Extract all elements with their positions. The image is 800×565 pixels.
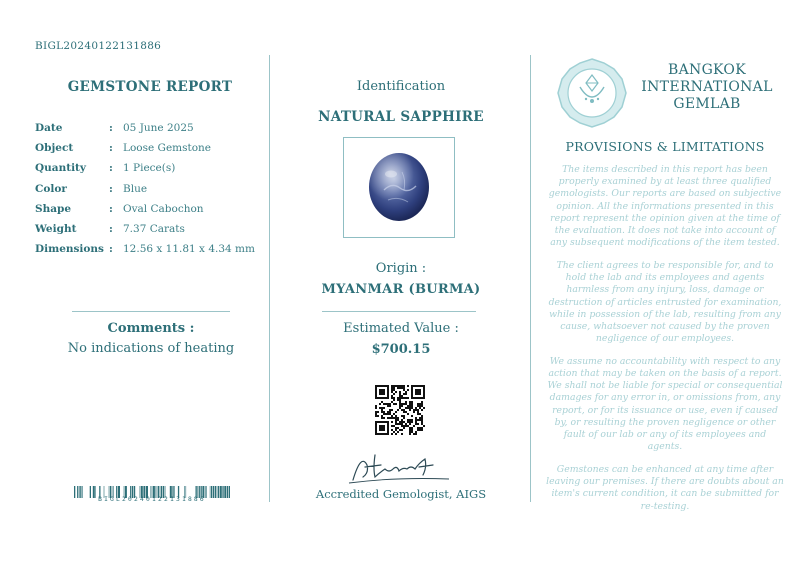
qr-module xyxy=(389,409,391,411)
qr-module xyxy=(405,407,407,409)
qr-module xyxy=(421,427,423,429)
qr-module xyxy=(393,385,395,387)
qr-module xyxy=(419,405,421,407)
qr-module xyxy=(389,405,391,407)
detail-label: Color xyxy=(35,182,67,195)
qr-module xyxy=(409,405,411,407)
qr-module xyxy=(409,427,411,429)
qr-module xyxy=(401,421,403,423)
qr-module xyxy=(403,387,405,389)
qr-module xyxy=(403,421,405,423)
qr-module xyxy=(395,417,397,419)
qr-module xyxy=(397,385,399,387)
qr-module xyxy=(421,417,423,419)
qr-module xyxy=(393,403,395,405)
qr-module xyxy=(403,385,405,387)
qr-module xyxy=(415,409,417,411)
details-table xyxy=(35,118,265,259)
qr-module xyxy=(417,403,419,405)
qr-module xyxy=(391,389,393,391)
qr-module xyxy=(417,419,419,421)
detail-row-shape xyxy=(35,199,265,219)
qr-module xyxy=(417,411,419,413)
qr-module xyxy=(415,423,417,425)
qr-module xyxy=(403,417,405,419)
qr-module xyxy=(421,429,423,431)
qr-module xyxy=(401,385,403,387)
qr-module xyxy=(393,389,395,391)
qr-module xyxy=(411,403,413,405)
qr-module xyxy=(411,405,413,407)
qr-module xyxy=(421,419,423,421)
qr-module xyxy=(395,429,397,431)
qr-module xyxy=(387,413,389,415)
qr-module xyxy=(405,391,407,393)
qr-module xyxy=(419,407,421,409)
qr-module xyxy=(399,397,401,399)
qr-module xyxy=(391,391,393,393)
qr-module xyxy=(403,409,405,411)
qr-module xyxy=(419,419,421,421)
qr-module xyxy=(405,401,407,403)
qr-module xyxy=(391,433,393,435)
detail-value: 05 June 2025 xyxy=(123,122,194,135)
qr-module xyxy=(397,387,399,389)
qr-module xyxy=(387,411,389,413)
comments-text: No indications of heating xyxy=(67,341,235,356)
detail-row-dimensions xyxy=(35,239,265,259)
qr-module xyxy=(417,423,419,425)
detail-row-date xyxy=(35,118,265,138)
qr-module xyxy=(419,429,421,431)
comments-title: Comments : xyxy=(107,321,195,336)
lab-name-line: BANGKOK xyxy=(668,62,746,78)
signature xyxy=(345,447,455,487)
qr-module xyxy=(413,433,415,435)
qr-module xyxy=(395,421,397,423)
qr-module xyxy=(409,423,411,425)
qr-module xyxy=(391,385,393,387)
provision-paragraph: The items described in this report has been properly examined by at least three qualified gemologists. Our reports are based on subjective opinion. All the informations presented in this report represent the opinion given at the time of the evaluation. It does not take into account of any subsequent modifications of the item tested. xyxy=(548,164,782,249)
provision-paragraph: Gemstones can be enhanced at any time after leaving our premises. If there are doubts about an item's current condition, it can be submitted for re-testing. xyxy=(546,463,784,512)
qr-module xyxy=(381,411,383,413)
qr-module xyxy=(393,399,395,401)
qr-module xyxy=(391,421,393,423)
qr-module xyxy=(415,431,417,433)
detail-value: 1 Piece(s) xyxy=(123,162,176,175)
qr-module xyxy=(403,389,405,391)
qr-module xyxy=(391,395,393,397)
qr-module xyxy=(399,387,401,389)
qr-module xyxy=(395,433,397,435)
qr-module xyxy=(423,425,425,427)
detail-separator: : xyxy=(109,182,113,195)
detail-value: Blue xyxy=(123,182,148,195)
qr-module xyxy=(405,397,407,399)
detail-row-quantity xyxy=(35,158,265,178)
qr-module xyxy=(421,415,423,417)
value-divider xyxy=(322,311,476,312)
qr-module xyxy=(413,411,415,413)
qr-module xyxy=(395,427,397,429)
origin-value: MYANMAR (BURMA) xyxy=(321,282,481,297)
column-divider-left xyxy=(269,55,270,502)
qr-module xyxy=(423,407,425,409)
qr-module xyxy=(417,413,419,415)
qr-module xyxy=(401,423,403,425)
detail-separator: : xyxy=(109,223,113,236)
qr-module xyxy=(401,415,403,417)
qr-module xyxy=(397,409,399,411)
comments-divider xyxy=(72,311,230,312)
estimated-value: $700.15 xyxy=(371,342,431,357)
qr-module xyxy=(407,419,409,421)
qr-module xyxy=(401,397,403,399)
qr-module xyxy=(399,395,401,397)
detail-separator: : xyxy=(109,243,113,256)
qr-module xyxy=(399,399,401,401)
qr-module xyxy=(395,419,397,421)
qr-module xyxy=(415,421,417,423)
detail-value: 7.37 Carats xyxy=(123,223,185,236)
detail-label: Object xyxy=(35,142,74,155)
qr-module xyxy=(417,405,419,407)
detail-row-color xyxy=(35,179,265,199)
detail-label: Weight xyxy=(35,223,77,236)
qr-module xyxy=(399,405,401,407)
detail-label: Shape xyxy=(35,202,72,215)
qr-module xyxy=(397,417,399,419)
qr-module xyxy=(421,423,423,425)
qr-module xyxy=(389,413,391,415)
qr-module xyxy=(395,391,397,393)
qr-module xyxy=(415,417,417,419)
qr-module xyxy=(407,421,409,423)
qr-module xyxy=(403,415,405,417)
qr-module xyxy=(409,419,411,421)
qr-module xyxy=(381,417,383,419)
qr-module xyxy=(407,389,409,391)
qr-module xyxy=(387,405,389,407)
qr-module xyxy=(375,405,377,407)
qr-module xyxy=(401,429,403,431)
qr-module xyxy=(421,405,423,407)
detail-value: 12.56 x 11.81 x 4.34 mm xyxy=(123,243,255,256)
qr-module xyxy=(379,407,381,409)
qr-module xyxy=(383,413,385,415)
estimated-value-label: Estimated Value : xyxy=(343,321,459,336)
qr-module xyxy=(399,393,401,395)
qr-module xyxy=(397,427,399,429)
qr-module xyxy=(385,403,387,405)
qr-module xyxy=(385,413,387,415)
qr-module xyxy=(411,427,413,429)
qr-module xyxy=(391,397,393,399)
qr-module xyxy=(421,403,423,405)
qr-module xyxy=(421,409,423,411)
qr-module xyxy=(403,403,405,405)
qr-module xyxy=(391,425,393,427)
qr-module xyxy=(393,413,395,415)
detail-separator: : xyxy=(109,142,113,155)
qr-module xyxy=(375,407,377,409)
signer-title: Accredited Gemologist, AIGS xyxy=(315,487,487,501)
qr-module xyxy=(393,425,395,427)
qr-module xyxy=(411,419,413,421)
qr-module xyxy=(381,407,383,409)
qr-module xyxy=(399,391,401,393)
qr-module xyxy=(407,407,409,409)
detail-row-weight xyxy=(35,219,265,239)
qr-module xyxy=(409,431,411,433)
qr-module xyxy=(401,419,403,421)
lab-name-line: GEMLAB xyxy=(673,96,741,112)
qr-module xyxy=(393,431,395,433)
qr-module xyxy=(397,399,399,401)
qr-module xyxy=(387,417,389,419)
qr-module xyxy=(411,421,413,423)
qr-module xyxy=(405,393,407,395)
qr-module xyxy=(411,415,413,417)
qr-module xyxy=(419,417,421,419)
qr-module xyxy=(415,433,417,435)
gemstone-photo xyxy=(343,137,455,238)
qr-module xyxy=(391,409,393,411)
detail-value: Loose Gemstone xyxy=(123,142,212,155)
qr-module xyxy=(375,415,377,417)
qr-module xyxy=(407,405,409,407)
qr-module xyxy=(409,429,411,431)
qr-module xyxy=(379,425,385,431)
provision-paragraph: We assume no accountability with respect to any action that may be taken on the basis of a report. We shall not be liable for special or consequential damages for any error in, or omissions from, any report, or for its issuance or use, even if caused by, or resulting the proven negligence or other fault of our lab or any of its employees and agents. xyxy=(547,355,783,453)
lab-name xyxy=(634,62,780,113)
detail-label: Dimensions xyxy=(35,243,104,256)
qr-module xyxy=(403,397,405,399)
report-id: BIGL20240122131886 xyxy=(35,40,162,52)
qr-module xyxy=(395,423,397,425)
qr-module xyxy=(381,401,383,403)
qr-module xyxy=(409,409,411,411)
qr-module xyxy=(419,427,421,429)
qr-module xyxy=(413,425,415,427)
qr-module xyxy=(405,425,407,427)
barcode-text: BIGL20240122131886 xyxy=(98,496,206,503)
qr-module xyxy=(407,413,409,415)
qr-module xyxy=(379,389,385,395)
qr-module xyxy=(397,397,399,399)
qr-module xyxy=(403,393,405,395)
qr-module xyxy=(399,429,401,431)
qr-module xyxy=(383,403,385,405)
qr-module xyxy=(379,403,381,405)
qr-module xyxy=(389,411,391,413)
qr-module xyxy=(375,413,377,415)
qr-module xyxy=(399,423,401,425)
qr-module xyxy=(383,411,385,413)
qr-module xyxy=(393,417,395,419)
qr-module xyxy=(417,429,419,431)
qr-module xyxy=(399,421,401,423)
qr-module xyxy=(403,411,405,413)
qr-module xyxy=(395,403,397,405)
qr-module xyxy=(405,403,407,405)
qr-code xyxy=(375,385,425,435)
qr-module xyxy=(409,433,411,435)
qr-module xyxy=(419,403,421,405)
qr-module xyxy=(391,415,393,417)
qr-module xyxy=(405,411,407,413)
qr-module xyxy=(407,385,409,387)
qr-module xyxy=(377,415,379,417)
lab-logo-icon xyxy=(556,57,628,129)
qr-module xyxy=(401,409,403,411)
qr-module xyxy=(397,419,399,421)
qr-module xyxy=(411,401,413,403)
qr-module xyxy=(393,397,395,399)
qr-module xyxy=(417,409,419,411)
gemstone-image xyxy=(344,138,454,237)
qr-module xyxy=(407,397,409,399)
qr-module xyxy=(409,403,411,405)
detail-row-object xyxy=(35,138,265,158)
qr-module xyxy=(391,429,393,431)
provision-paragraph: The client agrees to be responsible for, and to hold the lab and its employees and agents harmless from any injury, loss, damage or destruction of articles entrusted for examination, while in possession of the lab, resulting from any cause, whatsoever not caused by the proven negligence of our employees. xyxy=(548,259,782,345)
qr-module xyxy=(411,431,413,433)
qr-module xyxy=(401,403,403,405)
qr-module xyxy=(415,407,417,409)
qr-module xyxy=(411,407,413,409)
qr-module xyxy=(393,393,395,395)
qr-module xyxy=(417,427,419,429)
detail-separator: : xyxy=(109,122,113,135)
detail-value: Oval Cabochon xyxy=(123,202,204,215)
identification-label: Identification xyxy=(356,79,446,94)
qr-module xyxy=(415,389,421,395)
report-title: GEMSTONE REPORT xyxy=(67,79,233,95)
qr-module xyxy=(381,409,383,411)
qr-module xyxy=(403,425,405,427)
qr-module xyxy=(419,413,421,415)
provisions-title: PROVISIONS & LIMITATIONS xyxy=(565,139,765,154)
qr-module xyxy=(405,423,407,425)
column-divider-right xyxy=(530,55,531,502)
qr-module xyxy=(413,409,415,411)
qr-module xyxy=(399,385,401,387)
qr-module xyxy=(401,387,403,389)
gem-name: NATURAL SAPPHIRE xyxy=(318,109,484,125)
qr-module xyxy=(399,401,401,403)
qr-module xyxy=(391,387,393,389)
qr-module xyxy=(409,421,411,423)
qr-module xyxy=(403,427,405,429)
detail-label: Date xyxy=(35,122,63,135)
qr-module xyxy=(395,411,397,413)
qr-module xyxy=(401,433,403,435)
qr-module xyxy=(389,417,391,419)
qr-module xyxy=(397,423,399,425)
origin-label: Origin : xyxy=(375,261,427,276)
qr-module xyxy=(383,407,385,409)
qr-module xyxy=(395,415,397,417)
qr-module xyxy=(377,411,379,413)
qr-module xyxy=(401,405,403,407)
qr-module xyxy=(391,401,393,403)
qr-module xyxy=(391,417,393,419)
qr-module xyxy=(393,387,395,389)
provisions-body xyxy=(546,164,784,523)
qr-module xyxy=(387,403,389,405)
qr-module xyxy=(407,425,409,427)
qr-module xyxy=(399,403,401,405)
detail-separator: : xyxy=(109,162,113,175)
qr-module xyxy=(375,411,377,413)
detail-label: Quantity xyxy=(35,162,87,175)
qr-module xyxy=(381,415,383,417)
qr-module xyxy=(421,401,423,403)
qr-module xyxy=(411,429,413,431)
qr-module xyxy=(397,431,399,433)
lab-name-line: INTERNATIONAL xyxy=(641,79,773,95)
qr-module xyxy=(395,385,397,387)
qr-module xyxy=(389,403,391,405)
detail-separator: : xyxy=(109,202,113,215)
qr-module xyxy=(409,407,411,409)
qr-module xyxy=(383,417,385,419)
qr-module xyxy=(401,425,403,427)
qr-module xyxy=(401,395,403,397)
qr-module xyxy=(409,401,411,403)
qr-module xyxy=(399,407,401,409)
qr-module xyxy=(415,419,417,421)
qr-module xyxy=(421,421,423,423)
